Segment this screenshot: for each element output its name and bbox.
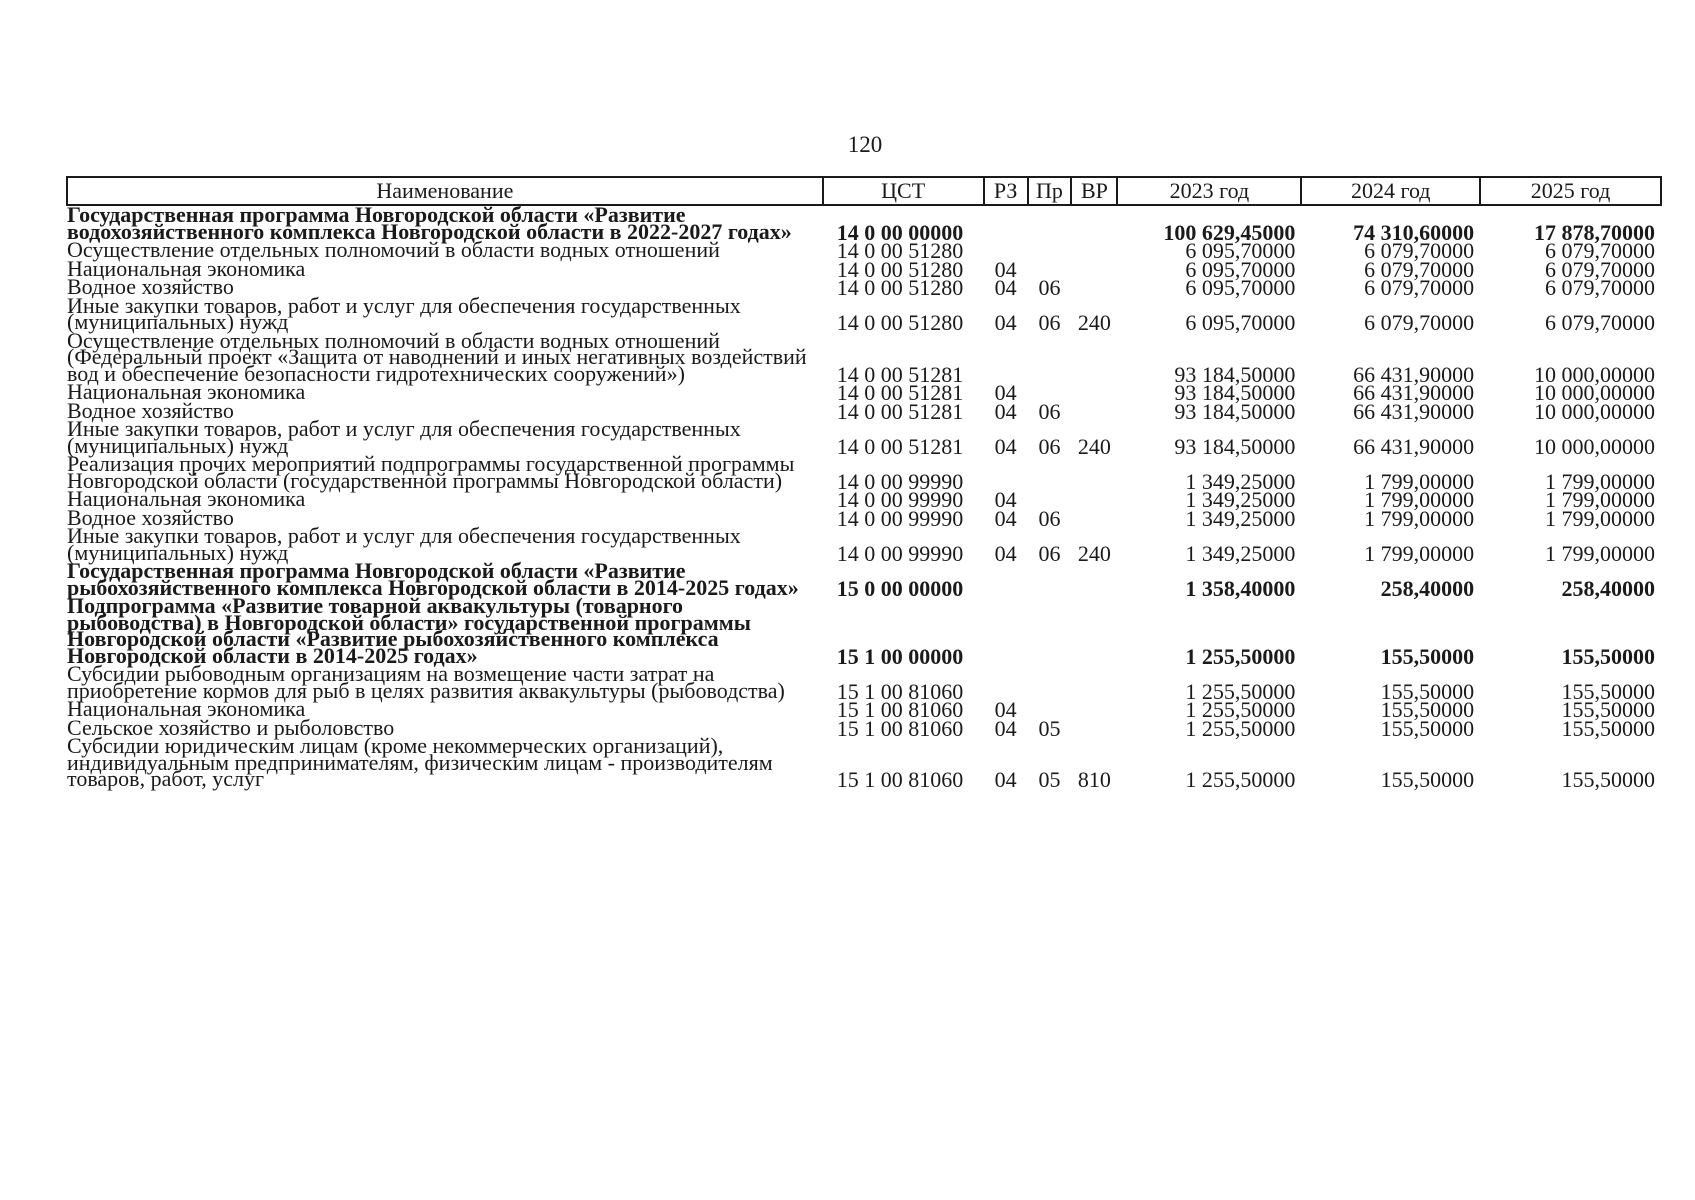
row-cst-cell: 14 0 00 51280 — [836, 256, 964, 282]
row-vr-cell — [1071, 719, 1117, 738]
row-pr-cell — [1028, 665, 1072, 700]
row-pr-cell: 06 — [1038, 275, 1061, 300]
row-name-cell: Иные закупки товаров, работ и услуг для обеспечения государственных (муниципальных) нужд — [67, 523, 741, 565]
row-pr-cell — [1028, 562, 1072, 597]
row-2025-amount: 6 079,70000 — [1545, 275, 1655, 300]
row-2024-amount: 1 799,00000 — [1364, 540, 1475, 566]
row-cst-cell: 14 0 00 51280 — [836, 275, 964, 300]
row-rz-cell: 04 — [994, 256, 1017, 282]
row-vr-cell — [1071, 509, 1117, 528]
row-2023-amount: 100 629,45000 — [1163, 219, 1296, 245]
budget-table — [66, 176, 1662, 792]
row-name-cell: Государственная программа Новгородской области «Развитие водохозяйственного комплекса Новгородской области в 2022-2027 годах» — [67, 202, 792, 244]
row-name-cell: Субсидии рыбоводным организациям на возмещение части затрат на приобретение кормов для рыб в целях развития аквакультуры (рыбоводства) — [67, 661, 785, 703]
header-name: Наименование — [67, 177, 823, 205]
table-body — [67, 202, 1661, 792]
row-rz-cell — [984, 205, 1028, 241]
row-rz-cell: 04 — [994, 715, 1017, 741]
row-2025-amount: 1 799,00000 — [1545, 468, 1655, 494]
row-2023-amount: 6 095,70000 — [1185, 256, 1296, 282]
row-vr-cell — [1071, 241, 1117, 260]
row-rz-cell: 04 — [994, 433, 1017, 459]
row-cst-cell: 14 0 00 51281 — [836, 433, 964, 459]
table-row — [67, 597, 1661, 665]
row-cst-cell: 14 0 00 99990 — [836, 505, 964, 531]
row-2024-amount: 6 079,70000 — [1364, 275, 1475, 300]
row-2023-amount: 1 255,50000 — [1185, 697, 1296, 722]
row-name-cell: Сельское хозяйство и рыболовство — [67, 714, 395, 740]
row-cst-cell: 15 1 00 00000 — [836, 643, 964, 669]
row-2023-amount: 93 184,50000 — [1174, 398, 1296, 424]
row-cst-cell: 14 0 00 51280 — [836, 238, 964, 263]
row-rz-cell — [984, 665, 1028, 700]
row-vr-cell — [1071, 278, 1117, 297]
row-rz-cell: 04 — [994, 767, 1017, 792]
row-2025-amount: 155,50000 — [1561, 697, 1655, 722]
row-2025-amount: 1 799,00000 — [1545, 487, 1655, 512]
row-name-cell: Осуществление отдельных полномочий в области водных отношений (Федеральный проект «Защита от наводнений и иных негативных воздействий вод и обеспечение безопасности гидротехнических сооружений») — [67, 327, 807, 386]
row-2025-amount: 1 799,00000 — [1545, 540, 1655, 566]
row-2025-amount: 258,40000 — [1561, 575, 1655, 601]
row-pr-cell — [1028, 205, 1072, 241]
row-2025-amount: 6 079,70000 — [1545, 256, 1655, 282]
row-2023-amount: 93 184,50000 — [1174, 380, 1296, 405]
row-cst-cell: 14 0 00 99990 — [836, 468, 964, 494]
row-pr-cell — [1028, 332, 1072, 384]
row-name-cell: Иные закупки товаров, работ и услуг для обеспечения государственных (муниципальных) нужд — [67, 292, 741, 334]
row-pr-cell: 05 — [1038, 767, 1061, 792]
row-name-cell: Государственная программа Новгородской области «Развитие рыбохозяйственного комплекса Новгородской области в 2014-2025 годах» — [67, 558, 799, 600]
row-vr-cell — [1071, 597, 1117, 665]
row-2023-amount: 1 349,25000 — [1185, 468, 1296, 494]
row-2023-amount: 1 255,50000 — [1185, 767, 1296, 792]
row-vr-cell — [1071, 455, 1117, 490]
row-cst-cell: 14 0 00 99990 — [836, 487, 964, 512]
row-2025-amount: 6 079,70000 — [1545, 238, 1655, 263]
table-row — [67, 205, 1661, 241]
row-name-cell: Иные закупки товаров, работ и услуг для обеспечения государственных (муниципальных) нужд — [67, 416, 741, 458]
row-2025-amount: 155,50000 — [1561, 767, 1655, 792]
row-rz-cell — [984, 562, 1028, 597]
row-pr-cell: 06 — [1038, 310, 1061, 335]
row-name-cell: Водное хозяйство — [67, 274, 234, 299]
row-vr-cell — [1071, 260, 1117, 279]
row-cst-cell: 15 1 00 81060 — [836, 678, 964, 704]
row-2024-amount: 155,50000 — [1380, 678, 1475, 704]
row-vr-cell: 810 — [1077, 767, 1111, 792]
row-2024-amount: 155,50000 — [1380, 697, 1475, 722]
row-2023-amount: 1 349,25000 — [1185, 487, 1296, 512]
header-2024: 2024 год — [1301, 177, 1480, 205]
row-name-cell: Реализация прочих мероприятий подпрограммы государственной программы Новгородской области (государственной программы Новгородской области) — [67, 451, 795, 493]
table-row — [67, 455, 1661, 490]
row-2024-amount: 1 799,00000 — [1364, 468, 1475, 494]
row-2024-amount: 1 799,00000 — [1364, 487, 1475, 512]
row-cst-cell: 14 0 00 99990 — [836, 540, 964, 566]
row-2023-amount: 1 358,40000 — [1185, 575, 1296, 601]
table-row — [67, 332, 1661, 384]
row-2023-amount: 1 255,50000 — [1185, 643, 1296, 669]
row-2023-amount: 1 255,50000 — [1185, 678, 1296, 704]
row-rz-cell — [984, 597, 1028, 665]
row-2025-amount: 155,50000 — [1561, 643, 1655, 669]
row-name-cell: Субсидии юридическим лицам (кроме некоммерческих организаций), индивидуальным предпринимателям, физическим лицам - производителям товаров, работ, услуг — [67, 733, 773, 791]
header-cst: ЦСТ — [823, 177, 984, 205]
row-vr-cell: 240 — [1077, 310, 1111, 335]
page-number: 120 — [847, 132, 883, 157]
header-rz: РЗ — [984, 177, 1028, 205]
row-pr-cell — [1028, 455, 1072, 490]
row-vr-cell — [1071, 490, 1117, 509]
row-pr-cell: 06 — [1038, 540, 1061, 566]
row-name-cell: Национальная экономика — [67, 696, 306, 721]
row-vr-cell — [1071, 562, 1117, 597]
row-2024-amount: 258,40000 — [1380, 575, 1475, 601]
row-rz-cell: 04 — [994, 487, 1017, 512]
header-vr: ВР — [1071, 177, 1117, 205]
row-rz-cell: 04 — [994, 310, 1017, 335]
header-pr: Пр — [1028, 177, 1072, 205]
row-2025-amount: 155,50000 — [1561, 678, 1655, 704]
row-2024-amount: 66 431,90000 — [1353, 433, 1475, 459]
header-2025: 2025 год — [1480, 177, 1661, 205]
row-2024-amount: 155,50000 — [1380, 767, 1475, 792]
row-rz-cell: 04 — [994, 505, 1017, 531]
row-2024-amount: 66 431,90000 — [1353, 361, 1475, 387]
row-2023-amount: 93 184,50000 — [1174, 433, 1296, 459]
row-cst-cell: 15 1 00 81060 — [836, 767, 964, 792]
table-row — [67, 665, 1661, 700]
row-cst-cell: 15 1 00 81060 — [836, 715, 964, 741]
row-cst-cell: 14 0 00 00000 — [836, 219, 964, 245]
row-name-cell: Национальная экономика — [67, 486, 306, 511]
row-vr-cell: 240 — [1077, 540, 1111, 566]
row-name-cell: Национальная экономика — [67, 255, 306, 281]
row-2024-amount: 6 079,70000 — [1364, 310, 1475, 335]
row-pr-cell: 06 — [1038, 505, 1061, 531]
row-vr-cell — [1071, 332, 1117, 384]
row-vr-cell: 240 — [1077, 433, 1111, 459]
row-rz-cell: 04 — [994, 275, 1017, 300]
row-2024-amount: 155,50000 — [1380, 643, 1475, 669]
row-2025-amount: 10 000,00000 — [1534, 380, 1655, 405]
row-2025-amount: 10 000,00000 — [1534, 433, 1655, 459]
header-2023: 2023 год — [1117, 177, 1301, 205]
row-2023-amount: 6 095,70000 — [1185, 310, 1296, 335]
row-2023-amount: 1 349,25000 — [1185, 505, 1296, 531]
row-2023-amount: 1 255,50000 — [1185, 715, 1296, 741]
row-pr-cell: 05 — [1038, 715, 1061, 741]
row-2023-amount: 6 095,70000 — [1185, 238, 1296, 263]
row-cst-cell: 15 0 00 00000 — [836, 575, 964, 601]
row-2025-amount: 1 799,00000 — [1545, 505, 1655, 531]
table-row — [67, 737, 1661, 789]
row-2025-amount: 6 079,70000 — [1545, 310, 1655, 335]
row-2024-amount: 66 431,90000 — [1353, 398, 1475, 424]
table-header-row — [67, 177, 1661, 205]
row-name-cell: Осуществление отдельных полномочий в области водных отношений — [67, 237, 720, 262]
row-name-cell: Подпрограмма «Развитие товарной аквакультуры (товарного рыбоводства) в Новгородской области» государственной программы Новгородской области «Развитие рыбохозяйственного комплекса Новгородской области в 2014-2025 годах» — [67, 593, 751, 668]
row-pr-cell: 06 — [1038, 398, 1061, 424]
row-2025-amount: 155,50000 — [1561, 715, 1655, 741]
row-2025-amount: 17 878,70000 — [1534, 219, 1655, 245]
row-rz-cell: 04 — [994, 697, 1017, 722]
table-row — [67, 562, 1661, 597]
row-2025-amount: 10 000,00000 — [1534, 361, 1655, 387]
row-cst-cell: 14 0 00 51281 — [836, 380, 964, 405]
row-cst-cell: 14 0 00 51281 — [836, 398, 964, 424]
row-vr-cell — [1071, 402, 1117, 421]
row-2024-amount: 6 079,70000 — [1364, 238, 1475, 263]
row-2024-amount: 74 310,60000 — [1353, 219, 1475, 245]
table-row — [67, 297, 1661, 332]
row-pr-cell — [1028, 241, 1072, 260]
row-vr-cell — [1071, 700, 1117, 719]
row-pr-cell: 06 — [1038, 433, 1061, 459]
row-2023-amount: 1 349,25000 — [1185, 540, 1296, 566]
row-name-cell: Национальная экономика — [67, 379, 306, 404]
table-row — [67, 420, 1661, 455]
row-rz-cell: 04 — [994, 398, 1017, 424]
row-rz-cell: 04 — [994, 380, 1017, 405]
row-2024-amount: 155,50000 — [1380, 715, 1475, 741]
row-2024-amount: 66 431,90000 — [1353, 380, 1475, 405]
row-rz-cell — [984, 332, 1028, 384]
row-pr-cell — [1028, 597, 1072, 665]
row-2023-amount: 6 095,70000 — [1185, 275, 1296, 300]
row-cst-cell: 14 0 00 51280 — [836, 310, 964, 335]
row-2023-amount: 93 184,50000 — [1174, 361, 1296, 387]
row-vr-cell — [1071, 383, 1117, 402]
row-name-cell: Водное хозяйство — [67, 397, 234, 423]
table-row — [67, 527, 1661, 562]
row-2024-amount: 6 079,70000 — [1364, 256, 1475, 282]
row-vr-cell — [1071, 665, 1117, 700]
row-2025-amount: 10 000,00000 — [1534, 398, 1655, 424]
row-cst-cell: 14 0 00 51281 — [836, 361, 964, 387]
row-vr-cell — [1071, 205, 1117, 241]
row-rz-cell: 04 — [994, 540, 1017, 566]
row-2024-amount: 1 799,00000 — [1364, 505, 1475, 531]
row-rz-cell — [984, 455, 1028, 490]
row-cst-cell: 15 1 00 81060 — [836, 697, 964, 722]
row-name-cell: Водное хозяйство — [67, 504, 234, 530]
